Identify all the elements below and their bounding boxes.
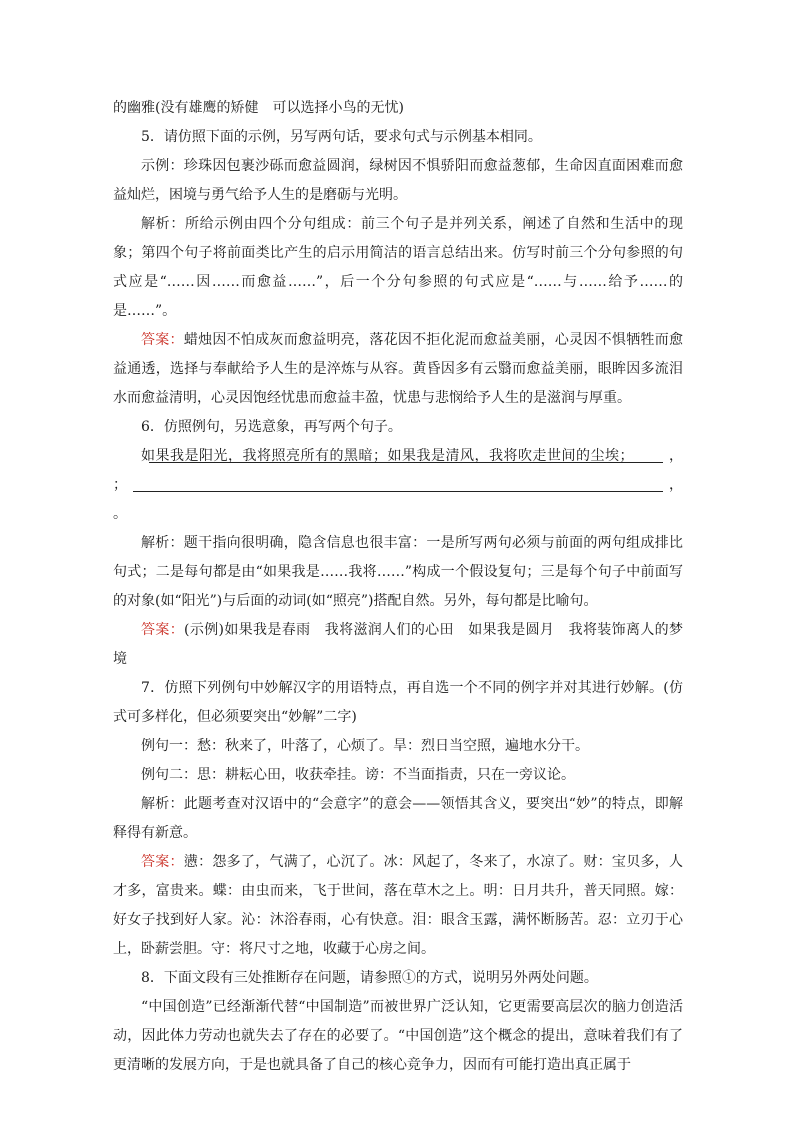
q6-blank-2[interactable] — [113, 471, 683, 500]
answer-label: 答案： — [141, 622, 185, 638]
q8-passage: “中国创造”已经渐渐代替“中国制造”而被世界广泛认知，它更需要高层次的脑力创造活动，因此体力劳动也就失去了存在的必要了。“中国创造”这个概念的提出，意味着我们有了更清晰的发展方向，于是也就具备了自己的核心竞争力，因而有可能打造出真正属于 — [113, 999, 683, 1073]
q8-stem: 8．下面文段有三处推断存在问题，请参照①的方式，说明另外两处问题。 — [141, 970, 598, 986]
q6-example — [113, 442, 683, 471]
q7-answer-text: 懑：怨多了，气满了，心沉了。冰：风起了，冬来了，水凉了。财：宝贝多，人才多，富贵来。蝶：由虫而来，飞于世间，落在草木之上。明：日月共升，普天同照。嫁：好女子找到好人家。沁：沐浴春雨，心有快意。泪：眼含玉露，满怀断肠苦。忍：立刃于心上，卧薪尝胆。守：将尺寸之地，收藏于心房之间。 — [113, 854, 683, 957]
q6-analysis: 解析：题干指向很明确，隐含信息也很丰富：一是所写两句必须与前面的两句组成排比句式；二是每句都是由“如果我是……我将……”构成一个假设复句；三是每个句子中前面写的对象(如“阳光”)与后面的动词(如“照亮”)搭配自然。另外，每句都是比喻句。 — [113, 535, 683, 609]
q5-answer-text: 蜡烛因不怕成灰而愈益明亮，落花因不拒化泥而愈益美丽，心灵因不惧牺牲而愈益通透，选择与奉献给予人生的是淬炼与从容。黄昏因多有云翳而愈益美丽，眼眸因多流泪水而愈益清明，心灵因饱经忧患而愈益丰盈，忧患与悲悯给予人生的是滋润与厚重。 — [113, 332, 683, 406]
q6-period: 。 — [113, 506, 127, 522]
q7-answer — [113, 848, 683, 964]
answer-label: 答案： — [141, 854, 184, 870]
semicolon-mark: ； — [113, 477, 127, 493]
answer-blank-line[interactable] — [149, 462, 663, 463]
comma-mark: ， — [669, 477, 683, 493]
q7-stem: 7．仿照下列例句中妙解汉字的用语特点，再自选一个不同的例字并对其进行妙解。(仿式可多样化，但必须要突出“妙解”二字) — [113, 680, 683, 725]
document-page — [113, 94, 683, 1080]
q6-example-text: 如果我是阳光，我将照亮所有的黑暗；如果我是清风，我将吹走世间的尘埃； — [141, 448, 634, 464]
prev-answer-tail: 的幽雅(没有雄鹰的矫健 可以选择小鸟的无忧) — [113, 100, 404, 116]
q6-answer-text: (示例)如果我是春雨 我将滋润人们的心田 如果我是圆月 我将装饰离人的梦境 — [113, 622, 684, 667]
q6-answer — [113, 616, 683, 674]
answer-label: 答案： — [141, 332, 184, 348]
q6-stem: 6．仿照例句，另选意象，再写两个句子。 — [141, 419, 402, 435]
comma-mark: ， — [669, 448, 683, 464]
q7-example-1: 例句一：愁：秋来了，叶落了，心烦了。旱：烈日当空照，遍地水分干。 — [141, 738, 589, 754]
q5-answer — [113, 326, 683, 413]
q7-example-2: 例句二：思：耕耘心田，收获牵挂。谤：不当面指责，只在一旁议论。 — [141, 767, 575, 783]
q5-example: 示例：珍珠因包裹沙砾而愈益圆润，绿树因不惧骄阳而愈益葱郁，生命因直面困难而愈益灿烂，困境与勇气给予人生的是磨砺与光明。 — [113, 158, 683, 203]
q5-analysis: 解析：所给示例由四个分句组成：前三个句子是并列关系，阐述了自然和生活中的现象；第四个句子将前面类比产生的启示用简洁的语言总结出来。仿写时前三个分句参照的句式应是“……因……而愈益……”，后一个分句参照的句式应是“……与……给予……的是……”。 — [113, 216, 683, 319]
answer-blank-line[interactable] — [133, 491, 663, 492]
q7-analysis: 解析：此题考查对汉语中的“会意字”的意会——领悟其含义，要突出“妙”的特点，即解释得有新意。 — [113, 796, 683, 841]
q5-stem: 5．请仿照下面的示例，另写两句话，要求句式与示例基本相同。 — [141, 129, 542, 145]
